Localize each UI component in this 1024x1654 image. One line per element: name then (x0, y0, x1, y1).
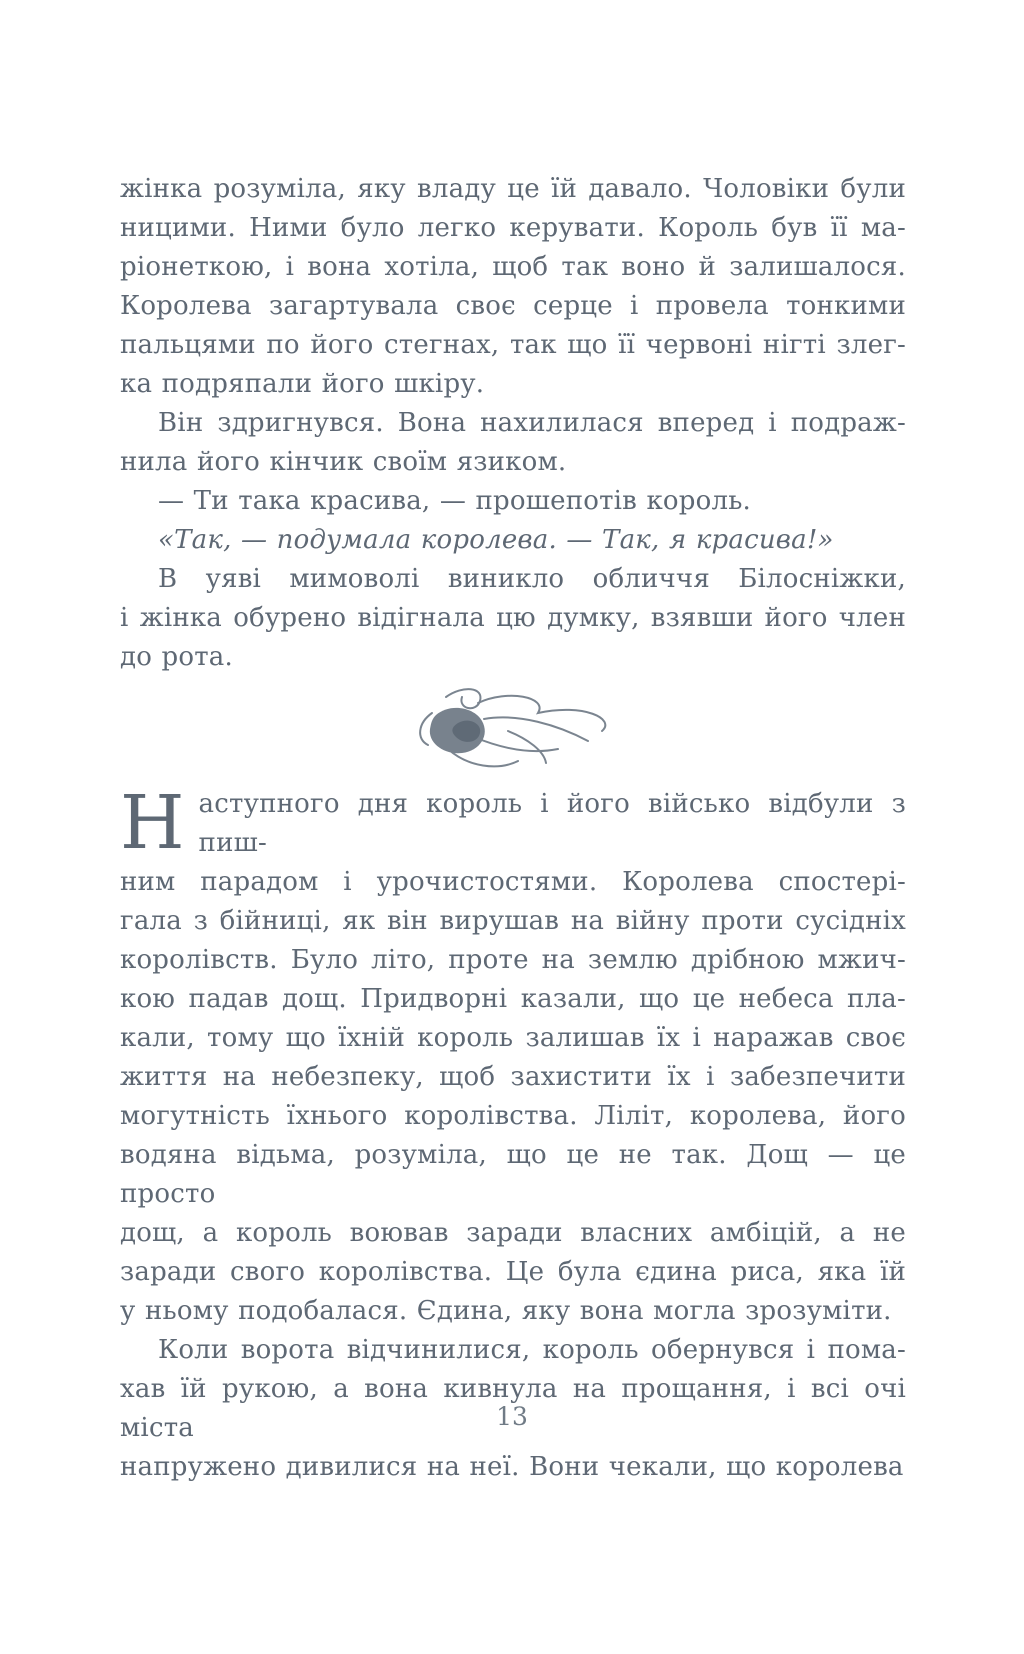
text-line: жінка розуміла, яку владу це їй давало. Чоловіки були (120, 174, 906, 204)
paragraph (120, 404, 906, 482)
text-line: до рота. (120, 642, 233, 672)
text-line: Королева загартувала своє серце і провела тонкими (120, 291, 906, 321)
text-line: Коли ворота відчинилися, король обернувся і пома- (158, 1335, 906, 1365)
text-line: гала з бійниці, як він вирушав на війну проти сусідніх (120, 906, 906, 936)
paragraph (120, 560, 906, 677)
page-number: 13 (496, 1402, 528, 1431)
ink-sketch-drawing (388, 683, 638, 773)
text-line: кою падав дощ. Придворні казали, що це небеса пла- (120, 984, 906, 1014)
text-line: заради свого королівства. Це була єдина риса, яка їй (120, 1257, 906, 1287)
text-line: водяна відьма, розуміла, що це не так. Дощ — це просто (120, 1140, 906, 1209)
text-line: у ньому подобалася. Єдина, яку вона могла зрозуміти. (120, 1296, 892, 1326)
text-line: королівств. Було літо, проте на землю дрібною мжич- (120, 945, 906, 975)
text-line: ріонеткою, і вона хотіла, щоб так воно й залишалося. (120, 252, 906, 282)
text-line: «Так, — подумала королева. — Так, я красива!» (158, 525, 834, 555)
paragraph (120, 780, 906, 1331)
text-line: аступного дня король і його військо відбули з пиш- (198, 789, 906, 858)
text-line: пальцями по його стегнах, так що її червоні нігті злег- (120, 330, 906, 360)
ornament-illustration (388, 683, 638, 773)
text-line: і жінка обурено відігнала цю думку, взявши його член (120, 603, 906, 633)
text-block (120, 170, 906, 1487)
text-line: ним парадом і урочистостями. Королева спостері- (120, 867, 906, 897)
text-line: ницими. Ними було легко керувати. Король був її ма- (120, 213, 906, 243)
text-line: дощ, а король воював заради власних амбіцій, а не (120, 1218, 906, 1248)
drop-cap: Н (120, 780, 185, 866)
text-line: напружено дивилися на неї. Вони чекали, що королева (120, 1452, 904, 1482)
text-line: нила його кінчик своїм язиком. (120, 447, 567, 477)
text-line: Він здригнувся. Вона нахилилася вперед і подраж- (158, 408, 906, 438)
text-line: кали, тому що їхній король залишав їх і наражав своє (120, 1023, 906, 1053)
text-line: В уяві мимоволі виникло обличчя Білосніжки, (158, 564, 906, 594)
text-line: життя на небезпеку, щоб захистити їх і забезпечити (120, 1062, 906, 1092)
text-line: хав їй рукою, а вона кивнула на прощання, і всі очі міста (120, 1374, 906, 1443)
paragraph (120, 521, 906, 560)
text-line: ка подряпали його шкіру. (120, 369, 485, 399)
paragraph (120, 170, 906, 404)
text-line: — Ти така красива, — прошепотів король. (158, 486, 752, 516)
paragraph (120, 482, 906, 521)
text-line: могутність їхнього королівства. Ліліт, королева, його (120, 1101, 906, 1131)
